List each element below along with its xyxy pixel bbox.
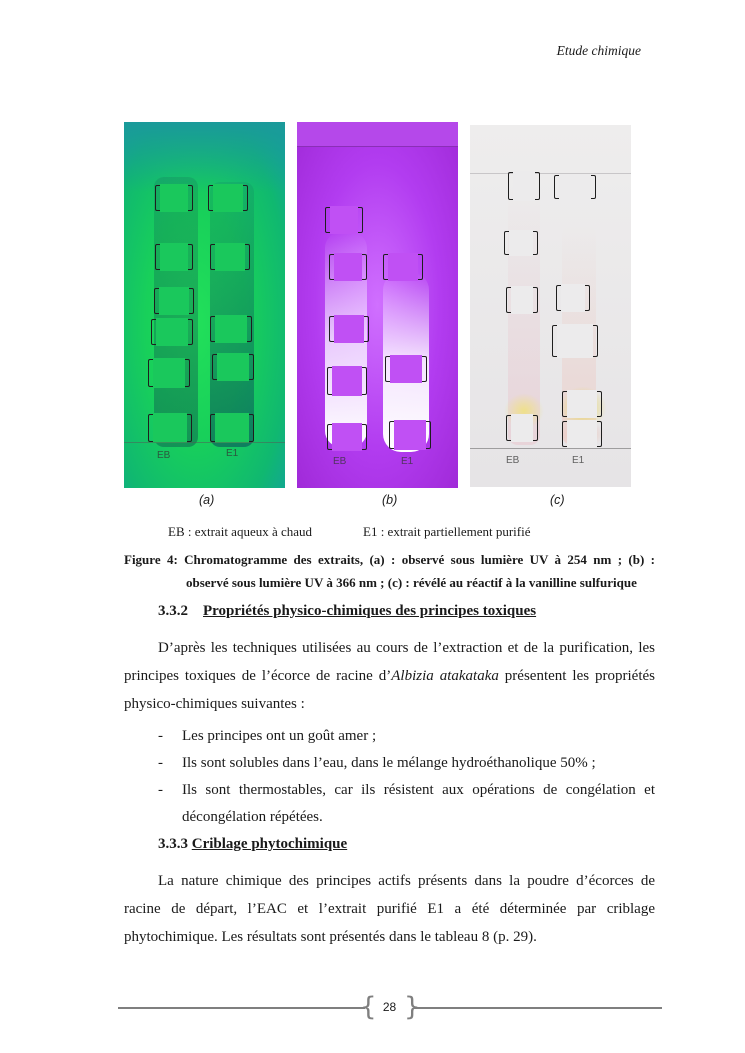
- paragraph-properties: [124, 634, 655, 718]
- spot-mark: [148, 359, 190, 387]
- bullet-marker: -: [158, 728, 163, 744]
- list-item-text: Ils sont solubles dans l’eau, dans le mélange hydroéthanolique 50% ;: [182, 755, 596, 771]
- spot-mark: [506, 415, 538, 441]
- bullet-marker: -: [158, 782, 163, 798]
- left-brace-icon: {: [360, 992, 377, 1022]
- running-header: Etude chimique: [556, 43, 641, 58]
- paragraph-screening: [124, 867, 655, 951]
- spot-mark: [327, 367, 367, 395]
- figure-caption: [124, 548, 655, 594]
- lane-label-e1: E1: [226, 448, 239, 459]
- section-number: 3.3.2: [158, 603, 188, 619]
- paragraph-text: La nature chimique des principes actifs présents dans la poudre d’écorces de racine de départ, l’EAC et l’extrait purifié E1 a été déterminée par criblage phytochimique. Les résultats sont présentés dans le tableau 8 (p. 29).: [124, 873, 655, 945]
- spot-mark: [325, 207, 363, 233]
- figure-caption-text: Chromatogramme des extraits, (a) : observé sous lumière UV à 254 nm ; (b) :: [184, 552, 655, 567]
- spot-mark: [208, 185, 248, 211]
- spot-mark: [552, 325, 598, 357]
- spot-mark: [210, 414, 254, 442]
- section-heading-333: [158, 836, 347, 853]
- legend-eb: EB : extrait aqueux à chaud: [168, 524, 313, 539]
- footer-rule-left: [118, 1007, 365, 1009]
- spot-mark: [504, 231, 538, 255]
- spot-mark: [506, 287, 538, 313]
- section-heading-332: [158, 603, 536, 620]
- section-title: Criblage phytochimique: [191, 836, 348, 852]
- list-item: [158, 777, 655, 831]
- spot-mark: [329, 316, 369, 342]
- legend-e1: E1 : extrait partiellement purifié: [363, 524, 531, 539]
- spot-mark: [327, 424, 367, 450]
- spot-mark: [389, 421, 431, 449]
- paragraph-text: présentent les propriétés physico-chimiques suivantes :: [124, 668, 655, 712]
- lane-label-eb: EB: [333, 456, 347, 467]
- figure-caption-lead: Figure 4:: [124, 552, 185, 567]
- spot-mark: [155, 244, 193, 270]
- spot-mark: [329, 254, 367, 280]
- lane-label-e1: E1: [401, 456, 414, 467]
- list-item-text: Ils sont thermostables, car ils résistent aux opérations de congélation et décongélation répétées.: [182, 782, 655, 825]
- panel-letter-c: (c): [550, 493, 565, 507]
- lane-label-e1: E1: [572, 455, 585, 466]
- spot-mark: [210, 244, 250, 270]
- tlc-plate-254nm: [124, 122, 285, 488]
- spot-mark: [383, 254, 423, 280]
- list-item-text: Les principes ont un goût amer ;: [182, 728, 377, 744]
- page-number: 28: [382, 1000, 397, 1014]
- tlc-plate-366nm: [297, 122, 458, 488]
- footer-rule-right: [414, 1007, 662, 1009]
- bullet-marker: -: [158, 755, 163, 771]
- spot-mark: [554, 175, 596, 199]
- spot-mark: [151, 319, 193, 345]
- origin-line: [470, 448, 631, 449]
- section-title: Propriétés physico-chimiques des principes toxiques: [203, 603, 537, 619]
- spot-mark: [210, 316, 252, 342]
- spot-mark: [385, 356, 427, 382]
- origin-line: [124, 442, 285, 443]
- spot-mark: [508, 172, 540, 200]
- spot-mark: [562, 421, 602, 447]
- spot-mark: [154, 288, 194, 314]
- figure-caption-line2: observé sous lumière UV à 366 nm ; (c) : révélé au réactif à la vanilline sulfurique: [186, 575, 637, 590]
- panel-letter-a: (a): [199, 493, 215, 507]
- lane-label-eb: EB: [506, 455, 520, 466]
- species-name: Albizia atakataka: [391, 668, 499, 684]
- right-brace-icon: }: [404, 992, 421, 1022]
- spot-mark: [155, 185, 193, 211]
- spot-mark: [562, 391, 602, 417]
- figure-caption-line1: [124, 548, 655, 571]
- spot-mark: [212, 354, 254, 380]
- list-item: [158, 750, 655, 777]
- spot-mark: [556, 285, 590, 311]
- panel-letter-b: (b): [382, 493, 398, 507]
- spot-mark: [148, 414, 192, 442]
- list-item: [158, 723, 655, 750]
- lane-label-eb: EB: [157, 450, 171, 461]
- paragraph-text: D’après les techniques utilisées au cours de l’extraction et de la purification, les principes toxiques de l’écorce de racine d’: [124, 640, 655, 684]
- section-number: 3.3.3: [158, 836, 188, 852]
- tlc-plate-vanillin: [470, 125, 631, 487]
